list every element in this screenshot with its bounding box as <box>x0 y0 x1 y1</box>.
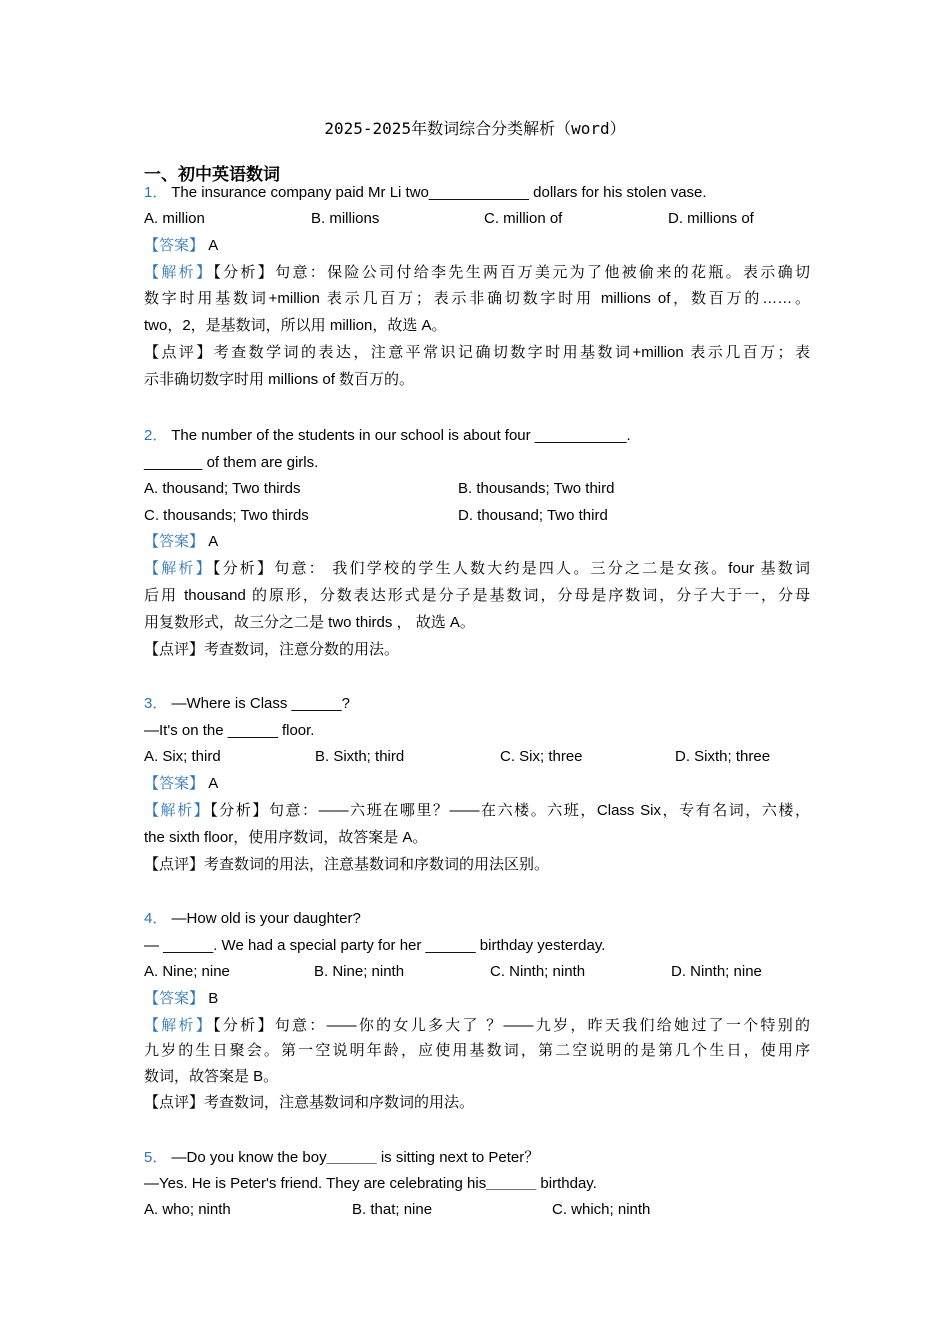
option-a: A. Six; third <box>144 748 221 765</box>
question-5-line-2 <box>144 1174 597 1194</box>
option-d: D. Ninth; nine <box>671 963 762 980</box>
question-text: —It's on the ______ floor. <box>144 722 315 739</box>
question-number: 4． <box>144 910 168 927</box>
comment-label: 【点评】 <box>144 856 205 873</box>
answer-line <box>144 774 218 794</box>
analysis-line <box>144 263 810 283</box>
option-b: B. that; nine <box>352 1201 433 1218</box>
option-b: B. thousands; Two third <box>458 480 615 497</box>
fenxi-label: 【分析】 <box>212 560 275 577</box>
question-text: _______ of them are girls. <box>144 454 319 471</box>
comment-text: 考查数词的用法，注意基数词和序数词的用法区别。 <box>204 856 550 873</box>
fenxi-label: 【分析】 <box>213 1017 275 1034</box>
analysis-text: 句意：保险公司付给李先生两百万美元为了他被偷来的花瓶。表示确切 <box>275 264 810 281</box>
section-heading: 一、初中英语数词 <box>144 165 280 184</box>
answer-label: 【答案】 <box>144 775 205 792</box>
comment-line <box>144 640 399 660</box>
comment-label: 【点评】 <box>144 1094 205 1111</box>
analysis-text: 九岁的生日聚会。第一空说明年龄，应使用基数词，第二空说明的是第几个生日，使用序 <box>144 1042 810 1059</box>
comment-text: 示非确切数字时用 millions of 数百万的。 <box>144 371 415 388</box>
option-a: A. who; ninth <box>144 1201 231 1218</box>
analysis-label: 【解析】 <box>144 560 213 577</box>
analysis-text: 数字时用基数词+million 表示几百万；表示非确切数字时用 millions of，数百万的……。 <box>144 290 810 307</box>
option-a: A. thousand; Two thirds <box>144 480 301 497</box>
answer-line <box>144 532 218 552</box>
option-d: D. millions of <box>668 210 754 227</box>
answer-line <box>144 236 218 256</box>
question-3-stem <box>144 694 350 714</box>
question-text: —How old is your daughter? <box>171 910 361 927</box>
analysis-label: 【解析】 <box>144 1017 214 1034</box>
comment-text: 考查数词，注意基数词和序数词的用法。 <box>204 1094 475 1111</box>
answer-label: 【答案】 <box>144 990 205 1007</box>
question-text: birthday. <box>536 1175 597 1192</box>
comment-label: 【点评】 <box>144 641 205 658</box>
answer-value: A <box>208 775 219 792</box>
option-a: A. million <box>144 210 205 227</box>
question-number: 3． <box>144 695 168 712</box>
analysis-text: 用复数形式，故三分之二是 two thirds ， 故选 A。 <box>144 614 475 631</box>
comment-line <box>144 343 810 363</box>
answer-line <box>144 989 218 1009</box>
option-d: D. Sixth; three <box>675 748 771 765</box>
analysis-text: 句意：——六班在哪里？——在六楼。六班，Class Six，专有名词，六楼， <box>268 802 810 819</box>
comment-label: 【点评】 <box>144 344 214 361</box>
blank: ______ <box>486 1175 537 1192</box>
page-title: 2025-2025年数词综合分类解析（word） <box>324 119 626 138</box>
option-b: B. Sixth; third <box>315 748 405 765</box>
option-c: C. thousands; Two thirds <box>144 507 309 524</box>
comment-text: 考查数词，注意分数的用法。 <box>204 641 400 658</box>
comment-line <box>144 1093 474 1113</box>
fenxi-label: 【分析】 <box>213 264 276 281</box>
question-text: — ______. We had a special party for her ______ birthday yesterday. <box>144 937 606 954</box>
answer-value: A <box>208 533 219 550</box>
answer-label: 【答案】 <box>144 533 205 550</box>
question-text: —Yes. He is Peter's friend. They are celebrating his <box>144 1175 487 1192</box>
comment-text: 考查数学词的表达，注意平常识记确切数字时用基数词+million 表示几百万；表 <box>213 344 810 361</box>
question-4-stem <box>144 909 361 929</box>
question-1-stem <box>144 183 707 203</box>
analysis-line <box>144 559 810 579</box>
option-a: A. Nine; nine <box>144 963 230 980</box>
analysis-text: two，2，是基数词，所以用 million，故选 A。 <box>144 317 447 334</box>
option-c: C. million of <box>484 210 563 227</box>
question-2-stem <box>144 426 631 446</box>
analysis-text: 数词，故答案是 B。 <box>144 1068 279 1085</box>
comment-line <box>144 855 549 875</box>
analysis-text: 句意：——你的女儿多大了 ？——九岁，昨天我们给她过了一个特别的 <box>274 1017 810 1034</box>
option-c: C. Six; three <box>500 748 583 765</box>
fenxi-label: 【分析】 <box>210 802 269 819</box>
answer-label: 【答案】 <box>144 237 205 254</box>
question-text: The insurance company paid Mr Li two____________ dollars for his stolen vase. <box>171 184 707 201</box>
blank: ______ <box>326 1149 377 1166</box>
option-b: B. millions <box>311 210 380 227</box>
question-5-stem <box>144 1148 539 1168</box>
analysis-label: 【解析】 <box>144 264 214 281</box>
option-c: C. which; ninth <box>552 1201 651 1218</box>
answer-value: B <box>208 990 219 1007</box>
question-number: 5． <box>144 1149 168 1166</box>
analysis-text: the sixth floor，使用序数词，故答案是 A。 <box>144 829 428 846</box>
analysis-text: 句意： 我们学校的学生人数大约是四人。三分之二是女孩。four 基数词 <box>274 560 810 577</box>
analysis-text: 后用 thousand 的原形，分数表达形式是分子是基数词，分母是序数词，分子大于一，分母 <box>144 587 810 604</box>
question-number: 2． <box>144 427 168 444</box>
analysis-line <box>144 801 810 821</box>
analysis-label: 【解析】 <box>144 802 211 819</box>
question-text: —Where is Class ______? <box>171 695 350 712</box>
option-d: D. thousand; Two third <box>458 507 608 524</box>
question-number: 1． <box>144 184 168 201</box>
option-c: C. Ninth; ninth <box>490 963 586 980</box>
answer-value: A <box>208 237 219 254</box>
question-text: The number of the students in our school is about four ___________. <box>171 427 631 444</box>
question-text: is sitting next to Peter？ <box>376 1149 540 1166</box>
analysis-line <box>144 1016 810 1036</box>
question-text: —Do you know the boy <box>171 1149 327 1166</box>
option-b: B. Nine; ninth <box>314 963 405 980</box>
